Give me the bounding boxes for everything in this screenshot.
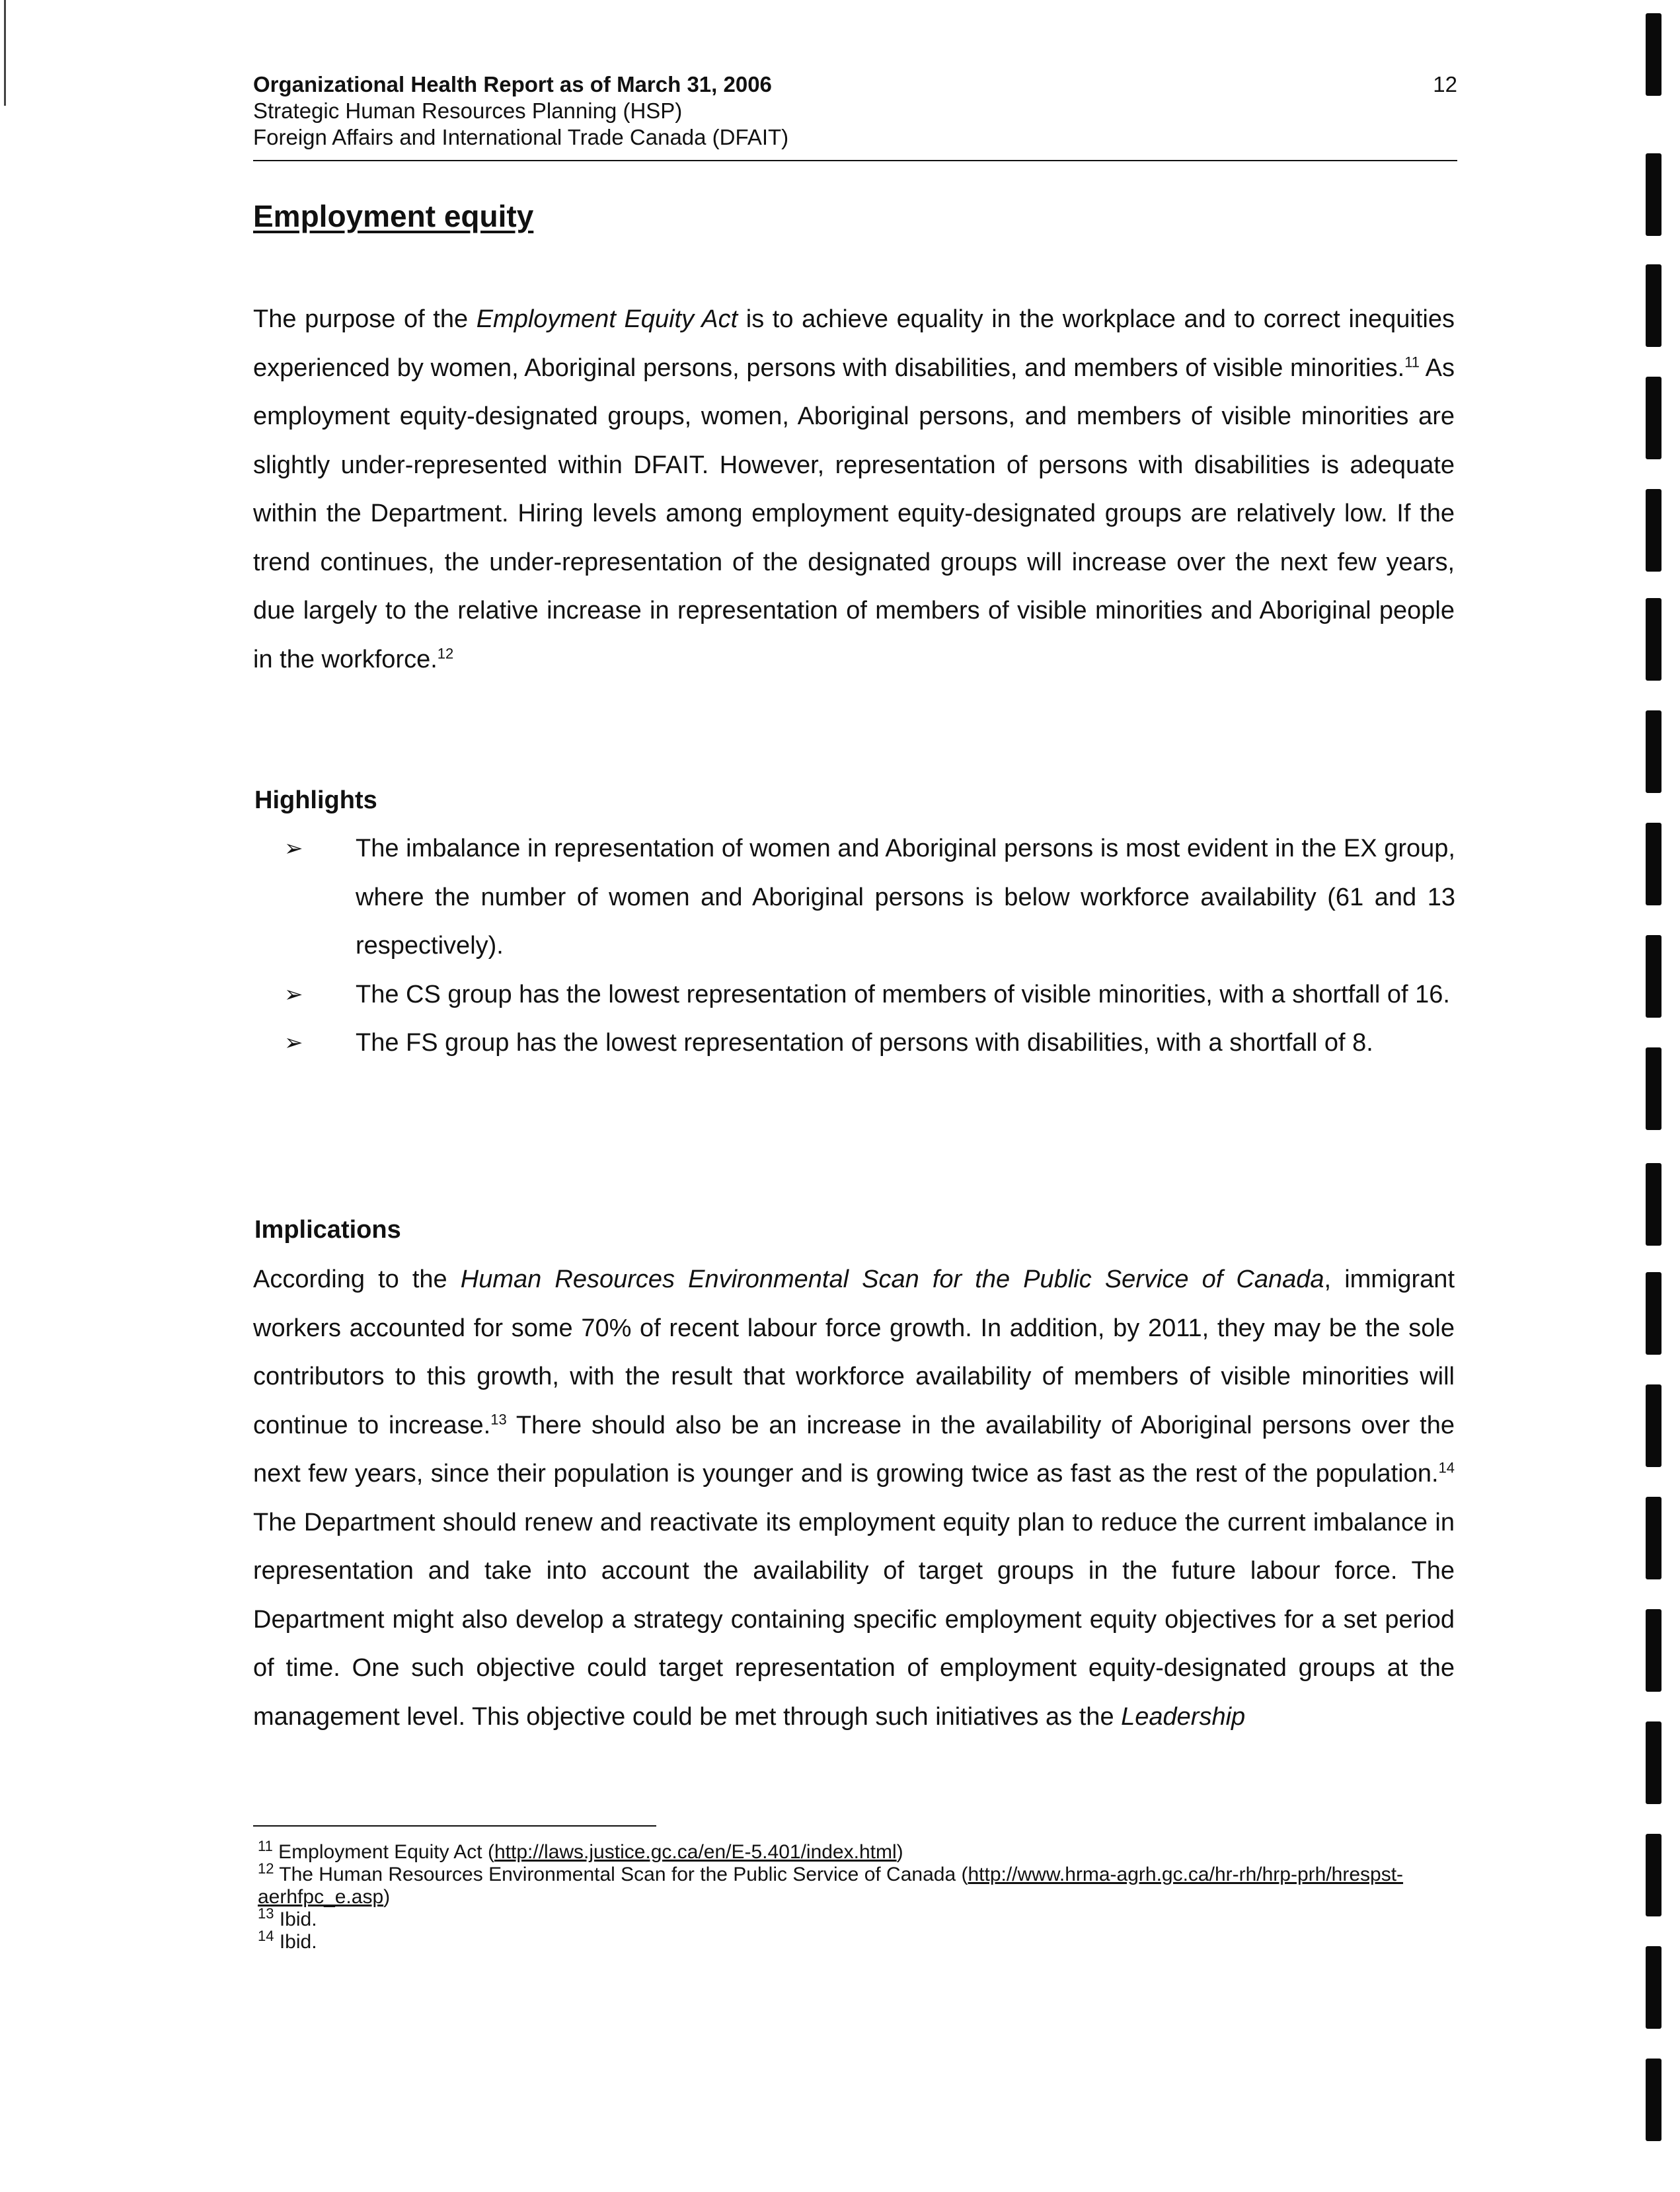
page-number: 12	[1433, 72, 1457, 96]
binding-mark	[1646, 1497, 1661, 1579]
footnote-link[interactable]: http://laws.justice.gc.ca/en/E-5.401/index.html	[494, 1841, 897, 1863]
binding-mark	[1646, 13, 1661, 96]
binding-mark	[1646, 2059, 1661, 2141]
intro-text-c: As employment equity-designated groups, women, Aboriginal persons, and members of visible minorities are slightly under-represented within DFAIT. However, representation of persons with disabilities is adequate within the Department. Hiring levels among employment equity-designated groups are relatively low. If the trend continues, the under-representation of the designated groups will increase over the next few years, due largely to the relative increase in representation of members of visible minorities and Aboriginal people in the workforce.	[253, 354, 1455, 673]
binding-mark	[1646, 1047, 1661, 1130]
list-item	[284, 825, 1455, 971]
binding-mark	[1646, 1163, 1661, 1246]
footnote-ref-13[interactable]: 13	[490, 1410, 507, 1427]
binding-mark	[1646, 1272, 1661, 1355]
highlights-heading: Highlights	[254, 786, 377, 814]
footnote-end: )	[896, 1841, 903, 1863]
impl-text-a: According to the	[253, 1266, 461, 1293]
footnote-end: )	[383, 1886, 391, 1908]
footnote-text: Ibid.	[274, 1931, 317, 1953]
header-rule	[253, 160, 1457, 161]
arrow-bullet-icon: ➢	[284, 1030, 303, 1055]
scan-edge-artifact	[4, 0, 6, 106]
impl-text-d: The Department should renew and reactivate its employment equity plan to reduce the current imbalance in representation and take into account the availability of target groups in the future labour force. The Department might also develop a strategy containing specific employment equity objectives for a set period of time. One such objective could target representation of employment equity-designated groups at the management level. This objective could be met through such initiatives as the	[253, 1508, 1455, 1731]
footnote-number: 13	[258, 1905, 274, 1922]
page-header	[253, 71, 1457, 151]
header-subtitle-hsp: Strategic Human Resources Planning (HSP)	[253, 98, 683, 123]
binding-mark	[1646, 489, 1661, 572]
section-title: Employment equity	[253, 199, 534, 233]
footnote-ref-11[interactable]: 11	[1404, 353, 1420, 370]
footnote-rule	[253, 1825, 656, 1827]
footnote-13	[258, 1905, 1454, 1931]
footnote-12	[258, 1860, 1454, 1909]
implications-heading: Implications	[254, 1216, 401, 1244]
footnote-14	[258, 1928, 1454, 1953]
footnote-11	[258, 1838, 1454, 1864]
binding-mark	[1646, 264, 1661, 347]
highlight-text: The FS group has the lowest representation of persons with disabilities, with a shortfall of 8.	[356, 1029, 1373, 1057]
footnote-number: 12	[258, 1860, 274, 1877]
binding-mark	[1646, 1384, 1661, 1467]
intro-text-b: is to achieve equality in the workplace and to correct inequities experienced by women, Aboriginal persons, persons with disabilities, and members of visible minorities.	[253, 305, 1455, 382]
binding-mark	[1646, 1721, 1661, 1804]
list-item	[284, 971, 1455, 1020]
impl-text-b: , immigrant workers accounted for some 70% of recent labour force growth. In addition, by 2011, they may be the sole contributors to this growth, with the result that workforce availability of members of visible minorities will continue to increase.	[253, 1266, 1455, 1439]
list-item	[284, 1019, 1455, 1068]
act-name: Employment Equity Act	[476, 305, 738, 333]
footnote-link[interactable]: http://www.hrma-agrh.gc.ca/hr-rh/hrp-prh/hrespst-aerhfpc_e.asp	[258, 1864, 1404, 1908]
binding-mark	[1646, 1609, 1661, 1692]
highlights-list	[284, 825, 1455, 1068]
binding-mark	[1646, 823, 1661, 905]
binding-mark	[1646, 710, 1661, 793]
implications-paragraph	[253, 1256, 1455, 1741]
highlight-text: The CS group has the lowest representation of members of visible minorities, with a shortfall of 16.	[356, 980, 1450, 1008]
arrow-bullet-icon: ➢	[284, 836, 303, 861]
intro-text-a: The purpose of the	[253, 305, 477, 333]
report-title: Organizational Health Report as of March 31, 2006	[253, 72, 772, 96]
arrow-bullet-icon: ➢	[284, 981, 303, 1007]
footnote-number: 14	[258, 1928, 274, 1944]
binding-mark	[1646, 598, 1661, 681]
binding-mark	[1646, 377, 1661, 459]
footnote-ref-12[interactable]: 12	[437, 644, 454, 661]
scan-title: Human Resources Environmental Scan for the Public Service of Canada	[460, 1266, 1324, 1293]
leadership-italic: Leadership	[1121, 1702, 1246, 1731]
footnote-text: Employment Equity Act (	[272, 1841, 494, 1863]
footnote-number: 11	[258, 1838, 273, 1854]
binding-mark	[1646, 153, 1661, 236]
footnote-text: Ibid.	[274, 1909, 317, 1930]
footnote-text: The Human Resources Environmental Scan for the Public Service of Canada (	[274, 1864, 968, 1885]
binding-mark	[1646, 935, 1661, 1018]
footnote-ref-14[interactable]: 14	[1438, 1459, 1455, 1476]
header-subtitle-dfait: Foreign Affairs and International Trade Canada (DFAIT)	[253, 125, 789, 149]
binding-mark	[1646, 1946, 1661, 2029]
footnotes	[258, 1838, 1454, 1953]
impl-text-c: There should also be an increase in the availability of Aboriginal persons over the next few years, since their population is younger and is growing twice as fast as the rest of the population.	[253, 1411, 1455, 1488]
binding-mark	[1646, 1834, 1661, 1916]
highlight-text: The imbalance in representation of women and Aboriginal persons is most evident in the EX group, where the number of women and Aboriginal persons is below workforce availability (61 and 13 respectively).	[356, 835, 1455, 960]
intro-paragraph	[253, 295, 1455, 684]
